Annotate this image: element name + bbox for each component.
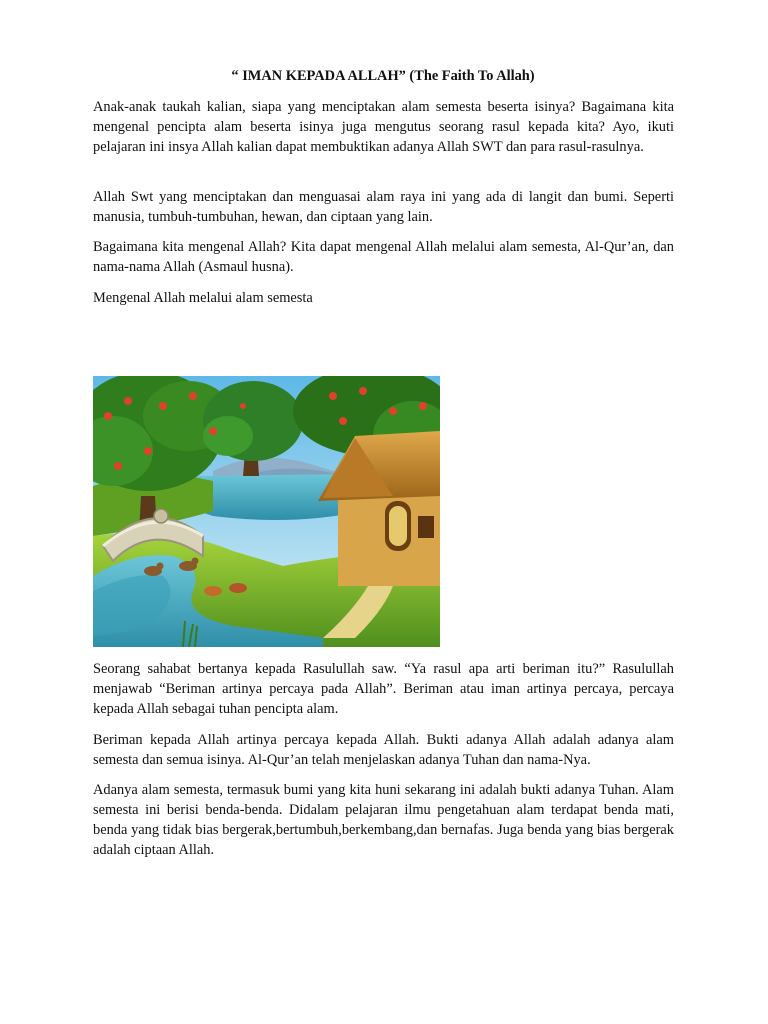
paragraph-iman-meaning: Beriman kepada Allah artinya percaya kepada Allah. Bukti adanya Allah adalah adanya alam semesta dan semua isinya. Al-Qur’an telah menjelaskan adanya Tuhan dan nama-Nya. [93, 732, 674, 768]
paragraph-intro: Anak-anak taukah kalian, siapa yang menciptakan alam semesta beserta isinya? Bagaimana kita mengenal pencipta alam beserta isinya juga mengutus seorang rasul kepada kita? Ayo, ikuti pelajaran ini insya Allah kalian dapat membuktikan adanya Allah SWT dan para rasul-rasulnya. [93, 99, 674, 155]
paragraph-knowing-allah: Bagaimana kita mengenal Allah? Kita dapat mengenal Allah melalui alam semesta, Al-Qur’an, dan nama-nama Allah (Asmaul husna). [93, 239, 674, 275]
landscape-illustration [93, 376, 440, 647]
paragraph-hadith: Seorang sahabat bertanya kepada Rasulullah saw. “Ya rasul apa arti beriman itu?” Rasulullah menjawab “Beriman artinya percaya pada Allah”. Beriman atau iman artinya percaya, percaya kepada Allah sebagai tuhan pencipta alam. [93, 661, 674, 717]
document-title: “ IMAN KEPADA ALLAH” (The Faith To Allah) [231, 68, 535, 84]
section-heading-universe: Mengenal Allah melalui alam semesta [93, 290, 313, 306]
paragraph-creation: Allah Swt yang menciptakan dan menguasai alam raya ini yang ada di langit dan bumi. Seperti manusia, tumbuh-tumbuhan, hewan, dan ciptaan yang lain. [93, 189, 674, 225]
paragraph-universe-proof: Adanya alam semesta, termasuk bumi yang kita huni sekarang ini adalah bukti adanya Tuhan. Alam semesta ini berisi benda-benda. Didalam pelajaran ilmu pengetahuan alam terdapat benda mati, benda yang tidak bias bergerak,bertumbuh,berkembang,dan bernafas. Juga benda yang bias bergerak adalah ciptaan Allah. [93, 782, 674, 858]
